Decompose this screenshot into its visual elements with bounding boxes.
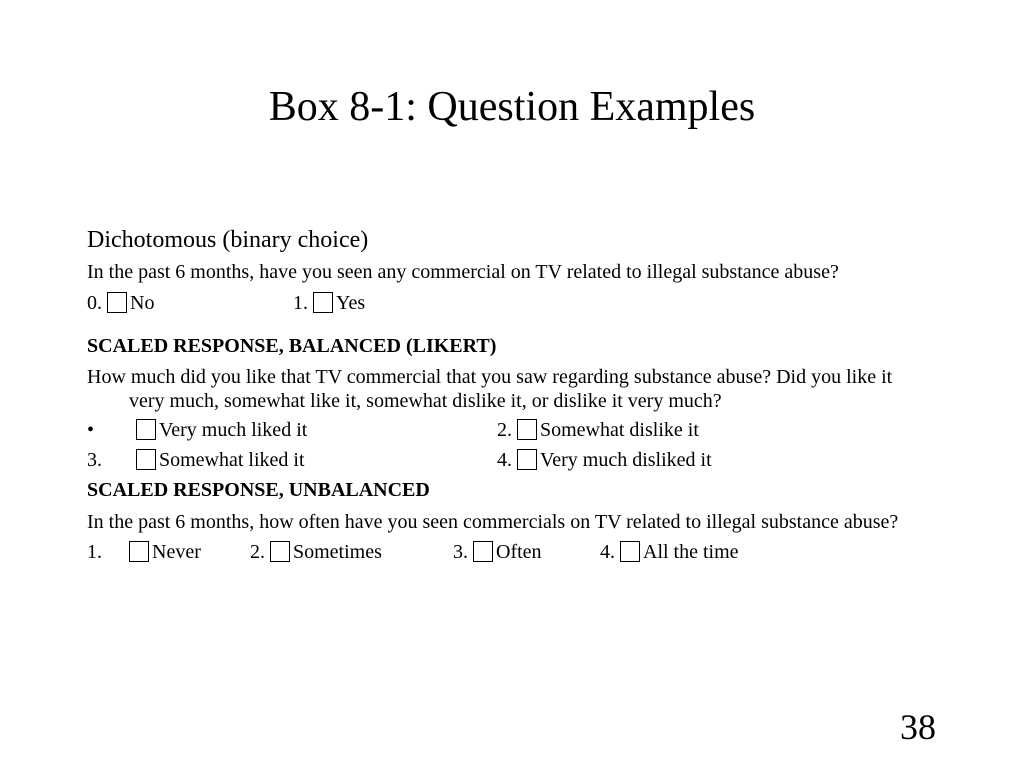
option-label: Never [152,541,201,563]
likert-question: How much did you like that TV commercial that you saw regarding substance abuse? Did you like it very much, somewhat like it, somewhat dislike it, or dislike it very much? [87,366,893,412]
option-all-the-time [600,538,739,566]
checkbox[interactable] [313,292,333,313]
option-number: 0. [87,292,102,314]
option-label: Yes [336,292,366,314]
option-number: 2. [250,541,265,563]
option-never [129,538,201,566]
option-number: 4. [497,449,512,471]
option-number: 1. [293,292,308,314]
option-label: Sometimes [293,541,382,563]
page-number: 38 [900,707,936,747]
option-label: Often [496,541,542,563]
option-number: 2. [497,419,512,441]
checkbox[interactable] [620,541,640,562]
option-often [453,538,542,566]
checkbox[interactable] [129,541,149,562]
checkbox[interactable] [270,541,290,562]
likert-options-row-2 [87,446,927,474]
option-number: 4. [600,541,615,563]
option-very-much-disliked [497,446,712,474]
unbalanced-options [87,538,927,566]
option-very-much-liked [136,416,307,444]
option-number: 3. [87,449,102,471]
likert-heading: SCALED RESPONSE, BALANCED (LIKERT) [87,335,497,357]
dichotomous-heading: Dichotomous (binary choice) [87,227,369,253]
option-label: Very much disliked it [540,449,712,471]
dichotomous-options [87,289,927,317]
checkbox[interactable] [517,419,537,440]
option-somewhat-liked [136,446,305,474]
option-label: No [130,292,155,314]
option-label: All the time [643,541,739,563]
option-sometimes [250,538,382,566]
option-label: Very much liked it [159,419,308,441]
unbalanced-heading: SCALED RESPONSE, UNBALANCED [87,479,430,501]
likert-options-row-1 [87,416,927,444]
checkbox[interactable] [107,292,127,313]
option-no [87,289,154,317]
dichotomous-question: In the past 6 months, have you seen any commercial on TV related to illegal substance abuse? [87,261,839,283]
unbalanced-question: In the past 6 months, how often have you seen commercials on TV related to illegal substance abuse? [87,511,899,533]
checkbox[interactable] [517,449,537,470]
checkbox[interactable] [136,449,156,470]
option-label: Somewhat liked it [159,449,305,471]
option-number: • [87,419,95,441]
option-number: 1. [87,541,102,563]
checkbox[interactable] [473,541,493,562]
option-yes [293,289,365,317]
option-label: Somewhat dislike it [540,419,699,441]
option-number: 3. [453,541,468,563]
option-somewhat-dislike [497,416,699,444]
question-examples [87,226,927,566]
checkbox[interactable] [136,419,156,440]
slide-title: Box 8-1: Question Examples [268,84,756,130]
